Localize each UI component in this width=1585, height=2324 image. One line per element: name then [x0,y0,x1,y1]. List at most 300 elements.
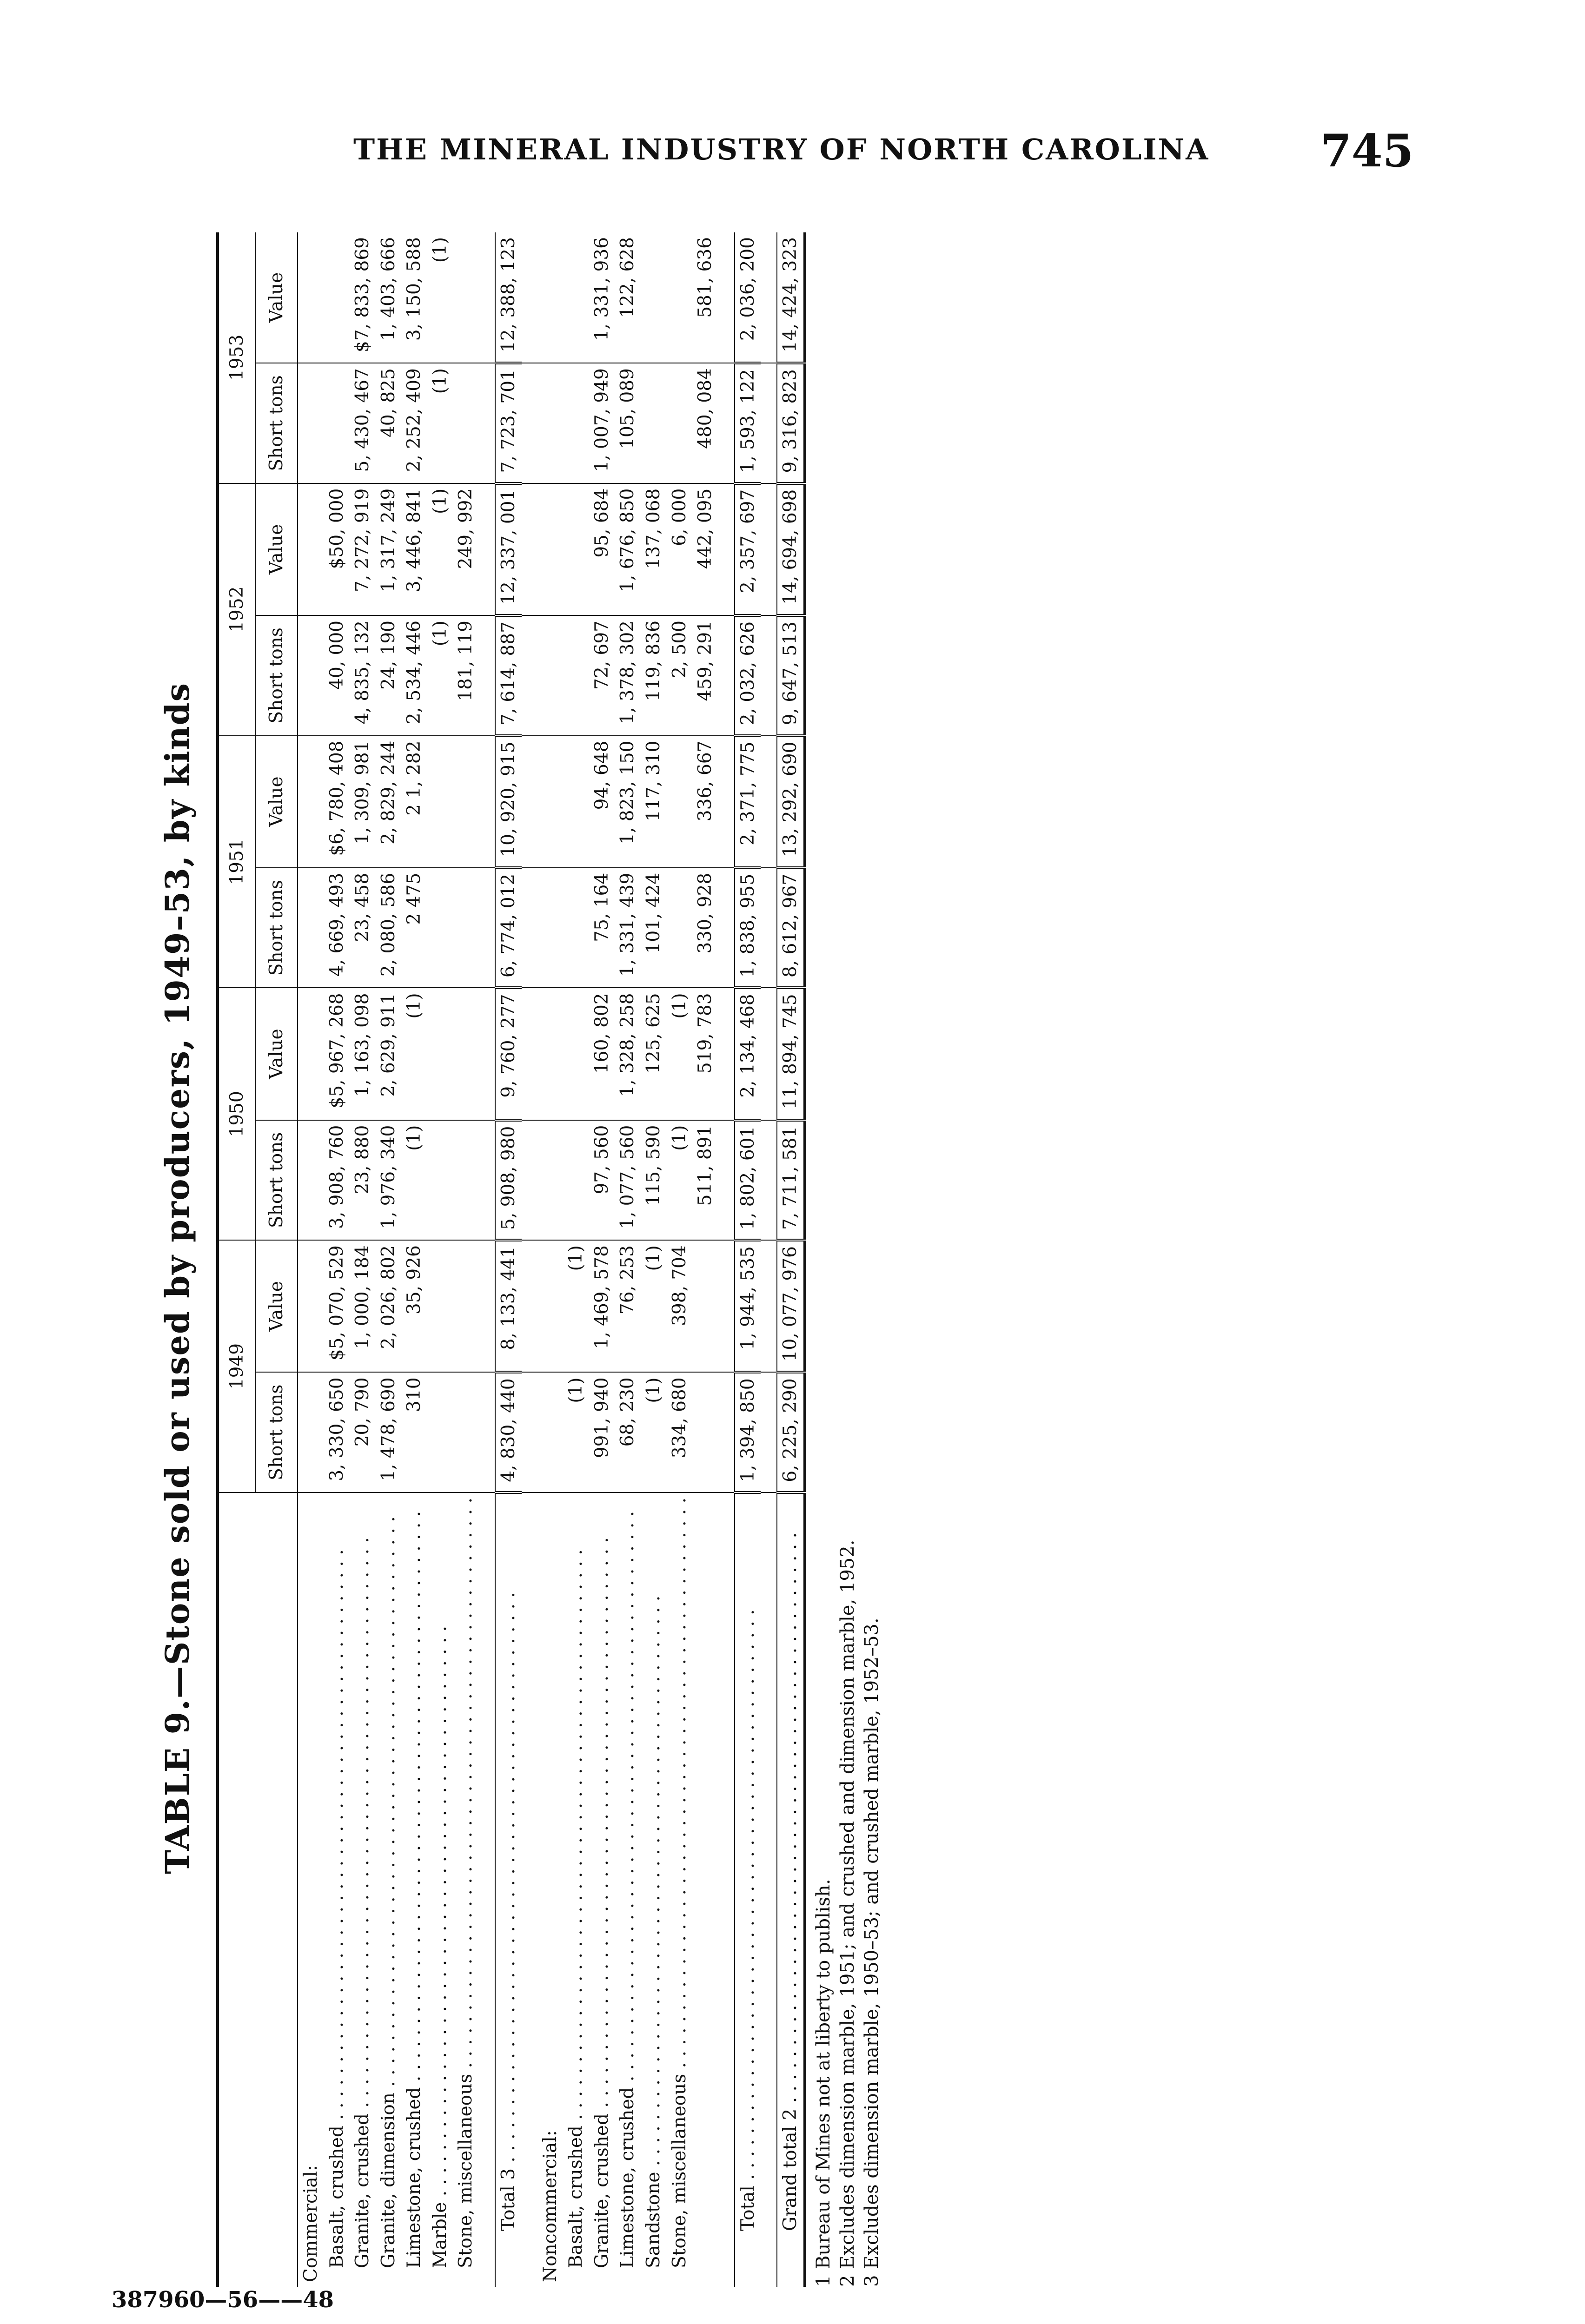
table-cell: 1, 163, 098 [350,988,376,1120]
table-cell: 519, 783 [692,988,718,1120]
section-heading: Noncommercial: [539,2130,561,2282]
row-label [641,1492,667,2287]
empty-cell [522,1240,537,1372]
table-cell: 8, 612, 967 [777,868,805,988]
short-tons-header: Short tons [256,1120,298,1241]
table-cell: 40, 000 [324,615,350,736]
empty-cell [537,483,564,615]
table-cell: 10, 077, 976 [777,1240,805,1372]
year-header-row [218,232,256,2287]
table-cell [563,736,589,868]
leader-dots [737,1609,758,2185]
table-cell: (1) [641,1240,667,1372]
table-cell: 7, 614, 887 [495,615,522,736]
leader-dots [326,1549,347,2126]
table-row [376,232,402,2287]
row-label-text: Total [737,2185,758,2231]
empty-cell [522,363,537,483]
table-row [453,232,479,2287]
table-cell: 336, 667 [692,736,718,868]
table-cell: $50, 000 [324,483,350,615]
row-label-text: Grand total 2 [780,2108,801,2231]
table-cell [563,868,589,988]
year-header: 1952 [218,483,256,736]
empty-cell [761,868,777,988]
table-cell: 7, 723, 701 [495,363,522,483]
value-header: Value [256,736,298,868]
empty-cell [479,1120,495,1241]
table-cell [453,736,479,868]
empty-cell [718,988,735,1120]
table-cell: 1, 378, 302 [615,615,641,736]
row-label [453,1492,479,2287]
table-cell: (1) [427,363,453,483]
row-label [350,1492,376,2287]
table-row [401,232,427,2287]
empty-cell [479,483,495,615]
empty-cell [479,988,495,1120]
row-label [563,1492,589,2287]
row-label-text: Limestone, crushed [404,2087,425,2268]
short-tons-header: Short tons [256,868,298,988]
table-cell: 3, 446, 841 [401,483,427,615]
table-cell: 125, 625 [641,988,667,1120]
leader-dots [643,1596,664,2172]
table-cell [641,363,667,483]
table-cell: 511, 891 [692,1120,718,1241]
empty-cell [718,1372,735,1492]
table-cell [563,1120,589,1241]
table-cell: 75, 164 [589,868,615,988]
table-cell: 2, 500 [667,615,693,736]
table-cell: 1, 331, 936 [589,232,615,363]
page-number: 745 [1320,125,1414,177]
short-tons-header: Short tons [256,1372,298,1492]
table-cell: 1, 403, 666 [376,232,402,363]
empty-cell [298,736,324,868]
empty-cell [522,1372,537,1492]
table-cell: 6, 774, 012 [495,868,522,988]
table-cell [453,232,479,363]
table-cell: 334, 680 [667,1372,693,1492]
empty-cell [522,988,537,1120]
table-row [324,232,350,2287]
empty-cell [298,868,324,988]
table-cell: 4, 669, 493 [324,868,350,988]
printing-serial: 387960—56——48 [112,2287,334,2313]
table-cell: 3, 330, 650 [324,1372,350,1492]
table-cell: 13, 292, 690 [777,736,805,868]
table-cell: 9, 760, 277 [495,988,522,1120]
empty-cell [537,1120,564,1241]
table-cell: (1) [427,615,453,736]
empty-cell [761,483,777,615]
table-cell: 9, 316, 823 [777,363,805,483]
empty-cell [537,1240,564,1372]
row-label [495,1492,522,2287]
table-cell [427,1240,453,1372]
empty-cell [298,1120,324,1241]
empty-cell [537,363,564,483]
table-cell: 119, 836 [641,615,667,736]
table-cell [563,483,589,615]
table-row [427,232,453,2287]
table-cell [641,232,667,363]
spacer-row [718,232,735,2287]
table-cell: 97, 560 [589,1120,615,1241]
footnote: 2 Excludes dimension marble, 1951; and crushed and dimension marble, 1952. [837,1539,858,2287]
empty-cell [761,1372,777,1492]
table-cell: 1, 331, 439 [615,868,641,988]
table-body [298,232,805,2287]
table-cell: 310 [401,1372,427,1492]
table-cell: 2 475 [401,868,427,988]
empty-cell [479,868,495,988]
table-cell: 23, 880 [350,1120,376,1241]
table-cell: 5, 908, 980 [495,1120,522,1241]
table-cell: 1, 077, 560 [615,1120,641,1241]
empty-cell [479,615,495,736]
table-cell: 3, 150, 588 [401,232,427,363]
row-label-text: Granite, crushed [591,2113,612,2268]
table-cell: 4, 830, 440 [495,1372,522,1492]
table-cell: 5, 430, 467 [350,363,376,483]
value-header: Value [256,1240,298,1372]
table-cell: 24, 190 [376,615,402,736]
year-header: 1949 [218,1240,256,1492]
leader-dots [498,1592,519,2168]
table-cell: 1, 309, 981 [350,736,376,868]
empty-cell [537,868,564,988]
section-heading-row [537,232,564,2287]
table-cell: 160, 802 [589,988,615,1120]
empty-cell [522,868,537,988]
empty-cell [537,1372,564,1492]
row-label [427,1492,453,2287]
empty-cell [537,615,564,736]
table-cell [563,232,589,363]
table-cell [453,868,479,988]
table-cell: 991, 940 [589,1372,615,1492]
row-label [376,1492,402,2287]
empty-cell [522,615,537,736]
table-cell: 14, 424, 323 [777,232,805,363]
table-cell: 330, 928 [692,868,718,988]
table-cell: (1) [667,1120,693,1241]
empty-cell [761,363,777,483]
table-title: TABLE 9.—Stone sold or used by producers, 1949–53, by kinds [158,682,197,1875]
table-cell: 94, 648 [589,736,615,868]
table-cell: 1, 469, 578 [589,1240,615,1372]
footnote: 1 Bureau of Mines not at liberty to publish. [813,1879,834,2287]
table-cell [667,868,693,988]
section-heading: Commercial: [300,2165,321,2282]
empty-cell [298,1240,324,1372]
leader-dots [404,1511,424,2087]
table-row [589,232,615,2287]
table-row [563,232,589,2287]
table-cell [667,363,693,483]
leader-dots [565,1549,586,2126]
table-cell: 581, 636 [692,232,718,363]
table-cell: 2, 080, 586 [376,868,402,988]
empty-cell [537,988,564,1120]
row-label-text: Marble [429,2202,451,2268]
table-cell: 1, 000, 184 [350,1240,376,1372]
empty-cell [522,483,537,615]
row-label-text: Granite, dimension [378,2093,399,2268]
empty-cell [718,1120,735,1241]
table-cell: 72, 697 [589,615,615,736]
table-cell: 1, 328, 258 [615,988,641,1120]
table-cell [667,232,693,363]
table-cell: (1) [427,232,453,363]
table-cell: 9, 647, 513 [777,615,805,736]
row-label-text: Basalt, crushed [565,2126,587,2268]
table-cell [453,363,479,483]
row-label [324,1492,350,2287]
row-label-text: Granite, crushed [352,2113,373,2268]
empty-cell [718,615,735,736]
table-cell [427,868,453,988]
row-label-text: Stone, miscellaneous [669,2073,690,2268]
table-cell [563,988,589,1120]
empty-cell [479,1492,495,2287]
table-cell: $5, 967, 268 [324,988,350,1120]
table-cell: 35, 926 [401,1240,427,1372]
table-cell: 10, 920, 915 [495,736,522,868]
empty-cell [479,1240,495,1372]
empty-cell [718,363,735,483]
leader-dots [378,1516,399,2093]
empty-cell [761,232,777,363]
table-cell: 6, 225, 290 [777,1372,805,1492]
leader-dots [430,1626,451,2202]
spacer-row [522,232,537,2287]
stone-table [216,232,806,2287]
table-cell: (1) [401,1120,427,1241]
table-cell [427,736,453,868]
year-header: 1951 [218,736,256,988]
row-label [615,1492,641,2287]
row-label [589,1492,615,2287]
table-cell: 1, 593, 122 [735,363,761,483]
table-cell: 2, 134, 468 [735,988,761,1120]
table-cell [453,1120,479,1241]
leader-dots [455,1498,476,2074]
leader-dots [352,1537,373,2113]
empty-cell [298,363,324,483]
empty-cell [718,232,735,363]
table-cell [453,988,479,1120]
table-cell: 2, 032, 626 [735,615,761,736]
table-cell: 101, 424 [641,868,667,988]
table-cell: (1) [641,1372,667,1492]
empty-cell [479,1372,495,1492]
table-cell: 442, 095 [692,483,718,615]
table-cell: 2, 036, 200 [735,232,761,363]
table-cell [692,1240,718,1372]
table-cell: 6, 000 [667,483,693,615]
running-head: THE MINERAL INDUSTRY OF NORTH CAROLINA [353,132,1210,166]
empty-cell [718,1240,735,1372]
empty-cell [718,736,735,868]
table-cell: (1) [401,988,427,1120]
table-cell: 95, 684 [589,483,615,615]
table-cell [324,363,350,483]
year-header: 1953 [218,232,256,483]
short-tons-header: Short tons [256,615,298,736]
row-label [667,1492,693,2287]
table-cell: 1, 317, 249 [376,483,402,615]
empty-cell [298,232,324,363]
table-cell: $7, 833, 869 [350,232,376,363]
table-cell: 137, 068 [641,483,667,615]
table-cell: 68, 230 [615,1372,641,1492]
table-cell: 7, 272, 919 [350,483,376,615]
row-label-text: Stone, miscellaneous [455,2073,477,2268]
table-cell: 1, 394, 850 [735,1372,761,1492]
value-header: Value [256,483,298,615]
row-label [735,1492,761,2287]
empty-cell [298,615,324,736]
table-cell [453,1372,479,1492]
table-cell: 12, 337, 001 [495,483,522,615]
table-cell: 480, 084 [692,363,718,483]
table-cell: (1) [563,1372,589,1492]
row-label-text: Sandstone [643,2172,664,2268]
table-cell: $5, 070, 529 [324,1240,350,1372]
empty-cell [718,1492,735,2287]
stub-header [218,1492,298,2287]
empty-cell [718,868,735,988]
value-header: Value [256,232,298,363]
footnote: 3 Excludes dimension marble, 1950–53; and crushed marble, 1952–53. [861,1618,882,2287]
table-cell: 2, 371, 775 [735,736,761,868]
table-cell: 115, 590 [641,1120,667,1241]
table-row [667,232,693,2287]
row-label-text: Limestone, crushed [617,2087,638,2268]
table-cell: 1, 802, 601 [735,1120,761,1241]
empty-cell [537,736,564,868]
section-heading-row [298,232,324,2287]
table-cell [427,1120,453,1241]
table-cell: 7, 711, 581 [777,1120,805,1241]
table-cell: 1, 823, 150 [615,736,641,868]
table-cell: 12, 388, 123 [495,232,522,363]
footnotes [811,1540,884,2287]
table-cell [692,1372,718,1492]
table-cell: 11, 894, 745 [777,988,805,1120]
table-cell: 2, 629, 911 [376,988,402,1120]
table-cell: 20, 790 [350,1372,376,1492]
table-cell: 1, 944, 535 [735,1240,761,1372]
table-cell: (1) [427,483,453,615]
table-cell: 1, 838, 955 [735,868,761,988]
table-cell: 2, 829, 244 [376,736,402,868]
table-cell: 2, 534, 446 [401,615,427,736]
empty-cell [522,736,537,868]
table-cell [667,736,693,868]
table-cell: 1, 007, 949 [589,363,615,483]
spacer-row [761,232,777,2287]
table-cell: 105, 089 [615,363,641,483]
empty-cell [761,736,777,868]
table-cell: 398, 704 [667,1240,693,1372]
empty-cell [479,363,495,483]
table-cell [563,363,589,483]
table-cell: 2, 026, 802 [376,1240,402,1372]
table-cell: 76, 253 [615,1240,641,1372]
table-cell: 1, 676, 850 [615,483,641,615]
table-cell: 117, 310 [641,736,667,868]
table-cell [563,615,589,736]
table-row [641,232,667,2287]
rotated-table-block [139,209,907,2324]
value-header: Value [256,988,298,1120]
table-row [350,232,376,2287]
table-cell: 14, 694, 698 [777,483,805,615]
empty-cell [522,232,537,363]
table-cell [427,1372,453,1492]
row-label-text: Total 3 [498,2168,519,2231]
table-cell: 2, 357, 697 [735,483,761,615]
short-tons-header: Short tons [256,363,298,483]
empty-cell [718,483,735,615]
empty-cell [479,232,495,363]
table-cell: $6, 780, 408 [324,736,350,868]
empty-cell [298,483,324,615]
table-cell: 23, 458 [350,868,376,988]
year-header: 1950 [218,988,256,1240]
empty-cell [761,988,777,1120]
table-row [615,232,641,2287]
table-cell: 2 1, 282 [401,736,427,868]
table-cell: 249, 992 [453,483,479,615]
row-label [777,1492,805,2287]
total-row [735,232,761,2287]
table-cell [427,988,453,1120]
leader-dots [669,1498,690,2074]
empty-cell [537,232,564,363]
row-label [692,1492,718,2287]
empty-cell [298,1372,324,1492]
table-cell: 4, 835, 132 [350,615,376,736]
empty-cell [298,988,324,1120]
leader-dots [780,1532,801,2109]
total-row [495,232,522,2287]
empty-cell [479,736,495,868]
empty-cell [761,1120,777,1241]
table-cell: 40, 825 [376,363,402,483]
leader-dots [617,1511,638,2087]
table-cell: 122, 628 [615,232,641,363]
empty-cell [761,615,777,736]
table-cell [453,1240,479,1372]
table-row [692,232,718,2287]
empty-cell [522,1492,537,2287]
table-cell: 1, 976, 340 [376,1120,402,1241]
row-label [401,1492,427,2287]
leader-dots [591,1537,612,2113]
table-cell: (1) [563,1240,589,1372]
table-cell: 459, 291 [692,615,718,736]
empty-cell [761,1492,777,2287]
grand-total-row [777,232,805,2287]
table-cell: 1, 478, 690 [376,1372,402,1492]
table-cell: (1) [667,988,693,1120]
table-cell: 2, 252, 409 [401,363,427,483]
